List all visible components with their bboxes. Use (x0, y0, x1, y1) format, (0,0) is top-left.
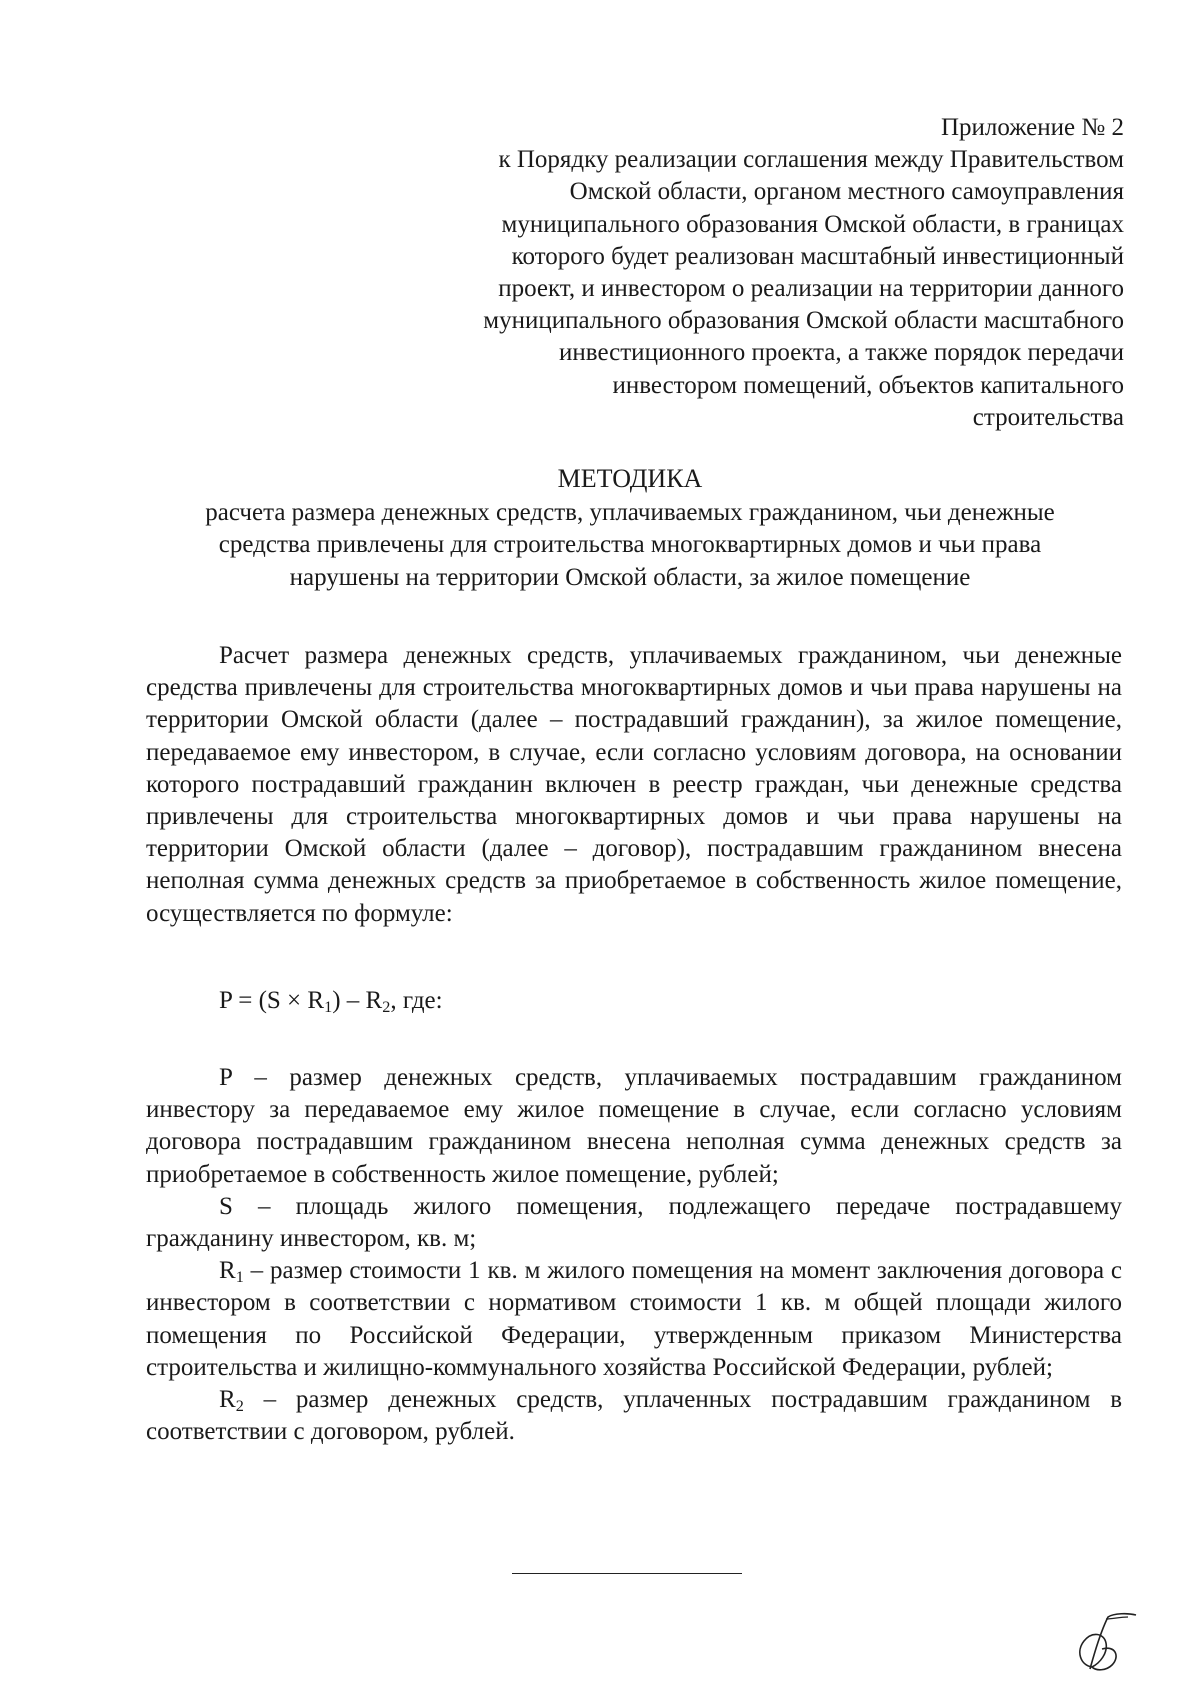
definition-text: – размер стоимости 1 кв. м жилого помещения на момент заключения договора с инвестором в соответствии с нормативом стоимости 1 кв. м общей площади жилого помещения по Российской Федерации, утвержденным приказом Министерства строительства и жилищно-коммунального хозяйства Российской Федерации, рублей; (146, 1257, 1122, 1381)
intro-section (146, 640, 1122, 930)
formula-subscript: 1 (324, 998, 333, 1017)
appendix-line: к Порядку реализации соглашения между Правительством (498, 146, 1124, 174)
document-title: МЕТОДИКА (557, 464, 703, 493)
definition-r1 (146, 1255, 1122, 1384)
formula-part: , где: (390, 987, 443, 1014)
appendix-line: муниципального образования Омской области масштабного (483, 307, 1124, 335)
appendix-line: инвестиционного проекта, а также порядок передачи (559, 339, 1124, 367)
intro-paragraph: Расчет размера денежных средств, уплачиваемых гражданином, чьи денежные средства привлечены для строительства многоквартирных домов и чьи права нарушены на территории Омской области (далее – пострадавший гражданин), за жилое помещение, передаваемое ему инвестором, в случае, если согласно условиям договора, на основании которого пострадавший гражданин включен в реестр граждан, чьи денежные средства привлечены для строительства многоквартирных домов и чьи права нарушены на территории Омской области (далее – договор), пострадавшим гражданином внесена неполная сумма денежных средств за приобретаемое в собственность жилое помещение, осуществляется по формуле: (146, 642, 1122, 927)
appendix-header (404, 112, 1124, 434)
definition-r2 (146, 1384, 1122, 1448)
subtitle-line: нарушены на территории Омской области, за жилое помещение (289, 563, 971, 591)
definitions-section (146, 1062, 1122, 1448)
definition-text: – площадь жилого помещения, подлежащего передаче пострадавшему гражданину инвестором, кв. м; (146, 1192, 1122, 1253)
definition-subscript: 1 (235, 1268, 244, 1287)
appendix-line: Омской области, органом местного самоуправления (569, 178, 1124, 206)
definition-symbol: S (219, 1192, 233, 1220)
formula-subscript: 2 (382, 998, 391, 1017)
definition-subscript: 2 (235, 1397, 244, 1416)
end-divider (512, 1573, 742, 1574)
definition-p (146, 1062, 1122, 1191)
definition-text: – размер денежных средств, уплачиваемых пострадавшим гражданином инвестору за передаваемое ему жилое помещение в случае, если согласно условиям договора пострадавшим гражданином внесена неполная сумма денежных средств за приобретаемое в собственность жилое помещение, рублей; (146, 1064, 1122, 1188)
signature-icon (1062, 1607, 1140, 1685)
appendix-line: строительства (972, 403, 1124, 431)
subtitle-line: расчета размера денежных средств, уплачиваемых гражданином, чьи денежные (205, 499, 1055, 526)
definition-symbol: R (219, 1257, 236, 1285)
appendix-line: муниципального образования Омской области, в границах (501, 210, 1124, 238)
appendix-line: инвестором помещений, объектов капитального (612, 371, 1124, 399)
subtitle-line: средства привлечены для строительства многоквартирных домов и чьи права (218, 531, 1042, 559)
appendix-line: проект, и инвестором о реализации на территории данного (498, 275, 1124, 303)
formula-part: ) – R (332, 987, 383, 1014)
appendix-line: которого будет реализован масштабный инвестиционный (511, 242, 1124, 270)
document-subtitle (150, 497, 1110, 594)
formula (219, 985, 443, 1017)
definition-text: – размер денежных средств, уплаченных пострадавшим гражданином в соответствии с договором, рублей. (146, 1386, 1122, 1446)
definition-s (146, 1191, 1122, 1255)
definition-symbol: R (219, 1386, 236, 1414)
definition-symbol: P (219, 1064, 232, 1091)
formula-part: P = (S × R (219, 987, 325, 1014)
appendix-number: Приложение № 2 (940, 114, 1124, 141)
